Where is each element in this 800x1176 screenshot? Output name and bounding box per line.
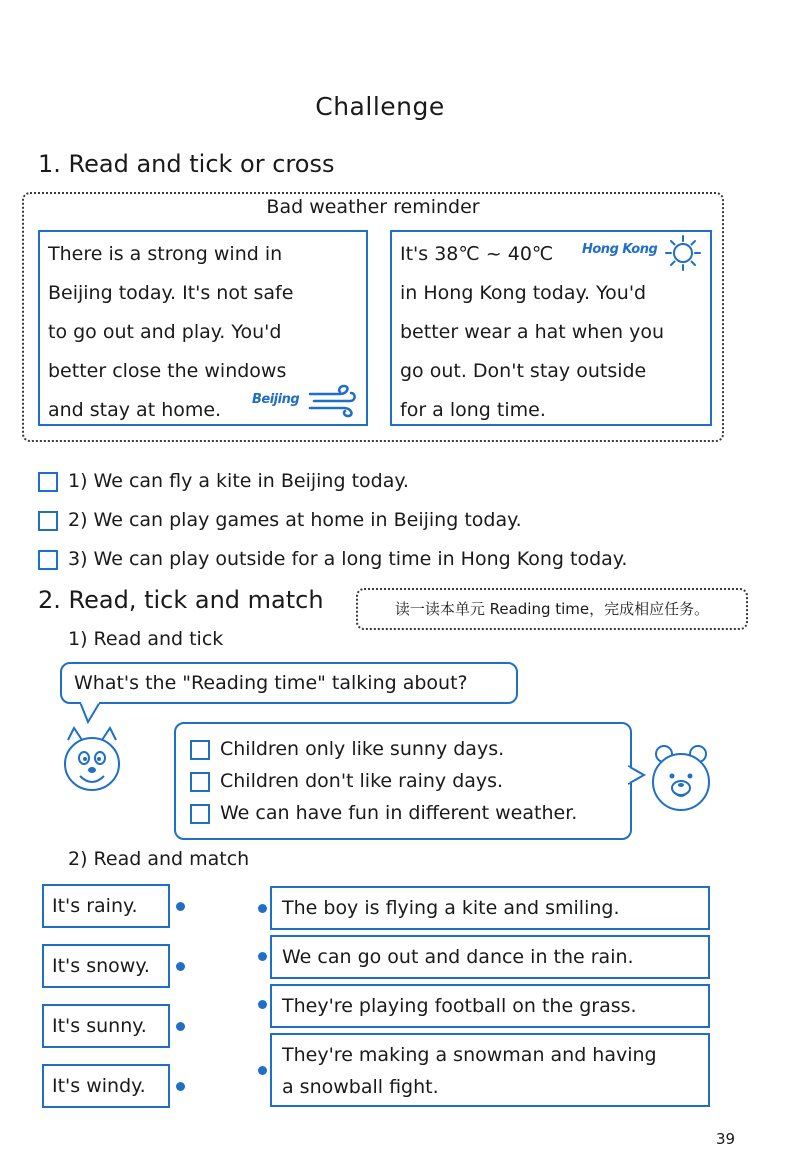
bear-icon [650, 744, 712, 816]
option-3: We can have fun in different weather. [220, 802, 578, 824]
section2-heading: 2. Read, tick and match [38, 586, 324, 614]
beijing-line: to go out and play. You'd [48, 321, 282, 343]
option-checkbox-3[interactable] [190, 804, 210, 824]
option-1: Children only like sunny days. [220, 738, 505, 760]
option-2: Children don't like rainy days. [220, 770, 504, 792]
weather-dot-4[interactable] [176, 1082, 185, 1091]
option-checkbox-1[interactable] [190, 740, 210, 760]
weather-box-windy: It's windy. [42, 1064, 170, 1108]
weather-dot-3[interactable] [176, 1022, 185, 1031]
sun-icon [664, 234, 702, 272]
squirrel-icon [60, 726, 124, 796]
statement-3: 3) We can play outside for a long time in Hong Kong today. [68, 548, 628, 570]
options-box-tail [628, 764, 648, 786]
hongkong-line: better wear a hat when you [400, 321, 665, 343]
sentence-dot-4[interactable] [258, 1066, 267, 1075]
hongkong-line: in Hong Kong today. You'd [400, 282, 647, 304]
question-bubble: What's the "Reading time" talking about? [60, 662, 518, 704]
sentence-box-1: The boy is flying a kite and smiling. [270, 886, 710, 930]
weather-box-rainy: It's rainy. [42, 884, 170, 928]
statement-checkbox-2[interactable] [38, 511, 58, 531]
statement-checkbox-3[interactable] [38, 550, 58, 570]
beijing-line: Beijing today. It's not safe [48, 282, 294, 304]
sentence-dot-3[interactable] [258, 1000, 267, 1009]
beijing-line: and stay at home. [48, 399, 222, 421]
sentence-box-4 [270, 1033, 710, 1107]
page-title: Challenge [315, 92, 445, 121]
hongkong-temperature: It's 38℃ ~ 40℃ [400, 243, 554, 265]
part2-heading: 2) Read and match [68, 848, 250, 870]
wind-icon [308, 384, 358, 418]
hongkong-line: go out. Don't stay outside [400, 360, 647, 382]
section1-heading: 1. Read and tick or cross [38, 150, 335, 178]
beijing-line: There is a strong wind in [48, 243, 283, 265]
page-number: 39 [716, 1130, 736, 1148]
weather-box-sunny: It's sunny. [42, 1004, 170, 1048]
statement-1: 1) We can fly a kite in Beijing today. [68, 470, 409, 492]
weather-dot-1[interactable] [176, 902, 185, 911]
sentence-box-3: They're playing football on the grass. [270, 984, 710, 1028]
hongkong-line: for a long time. [400, 399, 546, 421]
statement-checkbox-1[interactable] [38, 472, 58, 492]
beijing-line: better close the windows [48, 360, 287, 382]
sentence-box-2: We can go out and dance in the rain. [270, 935, 710, 979]
weather-box-snowy: It's snowy. [42, 944, 170, 988]
beijing-label: Beijing [252, 392, 300, 407]
sentence-4-line-1: They're making a snowman and having [282, 1044, 657, 1066]
sentence-dot-1[interactable] [258, 904, 267, 913]
bubble-tail [78, 702, 104, 724]
statement-2: 2) We can play games at home in Beijing today. [68, 509, 522, 531]
part1-heading: 1) Read and tick [68, 628, 224, 650]
option-checkbox-2[interactable] [190, 772, 210, 792]
reminder-title: Bad weather reminder [266, 196, 480, 218]
weather-dot-2[interactable] [176, 962, 185, 971]
sentence-4-line-2: a snowball fight. [282, 1076, 439, 1098]
instruction-note: 读一读本单元 Reading time，完成相应任务。 [356, 588, 748, 630]
hongkong-label: Hong Kong [582, 242, 658, 257]
sentence-dot-2[interactable] [258, 952, 267, 961]
